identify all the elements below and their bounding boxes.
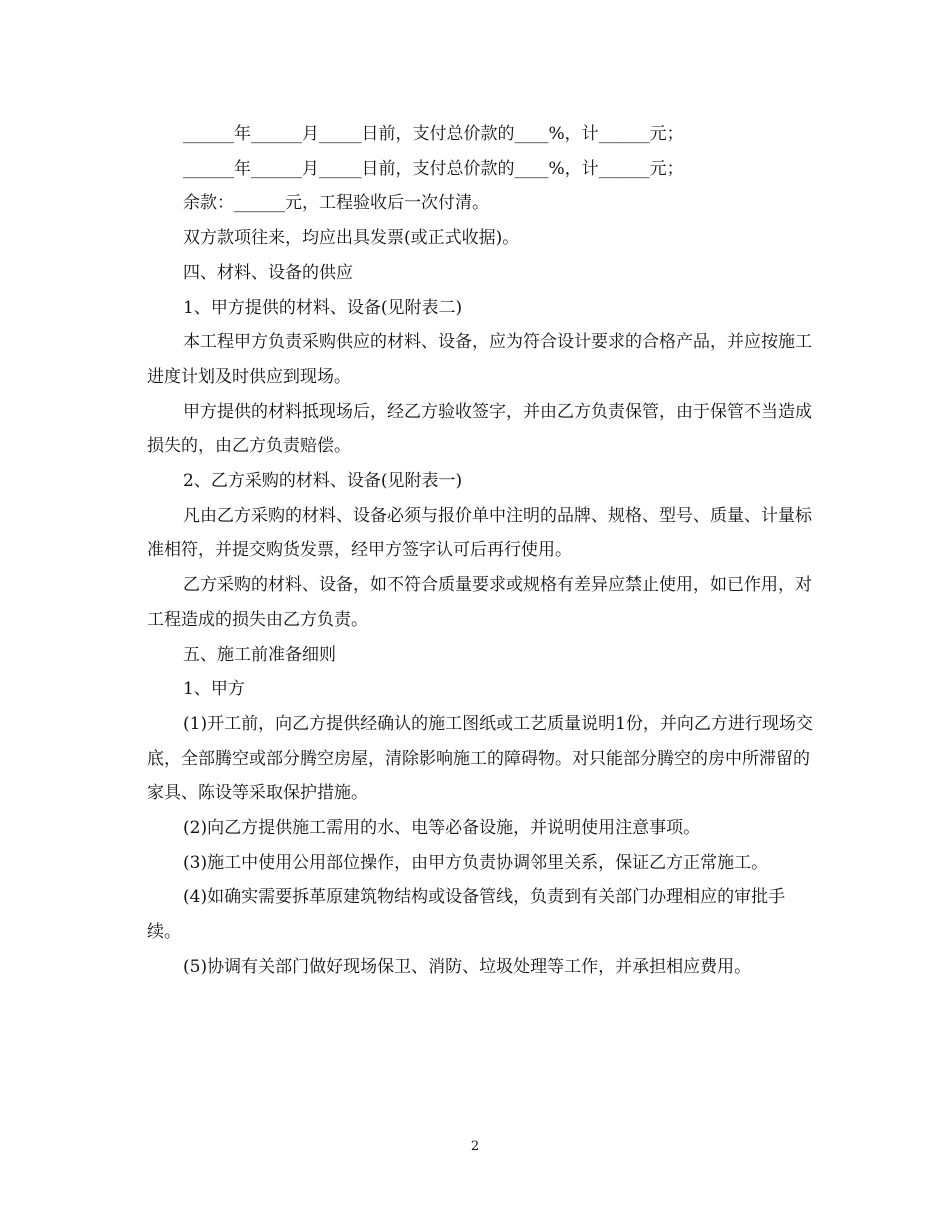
- paragraph-party-b-standards: 凡由乙方采购的材料、设备必须与报价单中注明的品牌、规格、型号、质量、计量标准相符，并提交购货发票，经甲方签字认可后再行使用。: [147, 505, 812, 561]
- invoice-clause: 双方款项往来，均应出具发票(或正式收据)。: [183, 228, 520, 249]
- section-heading-preparation: 五、施工前准备细则: [183, 644, 336, 665]
- subsection-party-a-materials: 1、甲方提供的材料、设备(见附表二): [183, 297, 463, 318]
- document-body: [147, 117, 817, 985]
- subsection-party-a: 1、甲方: [183, 679, 245, 700]
- item-1-pre-start: (1)开工前，向乙方提供经确认的施工图纸或工艺质量说明1份，并向乙方进行现场交底，全部腾空或部分腾空房屋，清除影响施工的障碍物。对只能部分腾空的房中所滞留的家具、陈设等采取保护措施。: [147, 713, 813, 804]
- subsection-party-b-materials: 2、乙方采购的材料、设备(见附表一): [183, 471, 463, 492]
- item-5-site-coordination: (5)协调有关部门做好现场保卫、消防、垃圾处理等工作，并承担相应费用。: [183, 956, 752, 977]
- item-3-neighbors: (3)施工中使用公用部位操作，由甲方负责协调邻里关系，保证乙方正常施工。: [183, 852, 769, 873]
- balance-clause: 余款：______元，工程验收后一次付清。: [183, 193, 489, 214]
- paragraph-party-b-liability: 乙方采购的材料、设备，如不符合质量要求或规格有差异应禁止使用，如已作用，对工程造成的损失由乙方负责。: [147, 575, 812, 630]
- paragraph-party-a-custody: 甲方提供的材料抵现场后，经乙方验收签字，并由乙方负责保管，由于保管不当造成损失的，由乙方负责赔偿。: [147, 401, 812, 457]
- item-2-utilities: (2)向乙方提供施工需用的水、电等必备设施，并说明使用注意事项。: [183, 818, 701, 839]
- paragraph-party-a-supply: 本工程甲方负责采购供应的材料、设备，应为符合设计要求的合格产品，并应按施工进度计划及时供应到现场。: [147, 332, 812, 387]
- item-4-approvals: (4)如确实需要拆革原建筑物结构或设备管线，负责到有关部门办理相应的审批手续。: [147, 887, 786, 943]
- section-heading-materials: 四、材料、设备的供应: [183, 262, 353, 283]
- page-number: 2: [470, 1139, 480, 1154]
- payment-line-2: ______年______月_____日前，支付总价款的____%，计______元；: [183, 158, 684, 179]
- payment-line-1: ______年______月_____日前，支付总价款的____%，计______元；: [183, 124, 684, 144]
